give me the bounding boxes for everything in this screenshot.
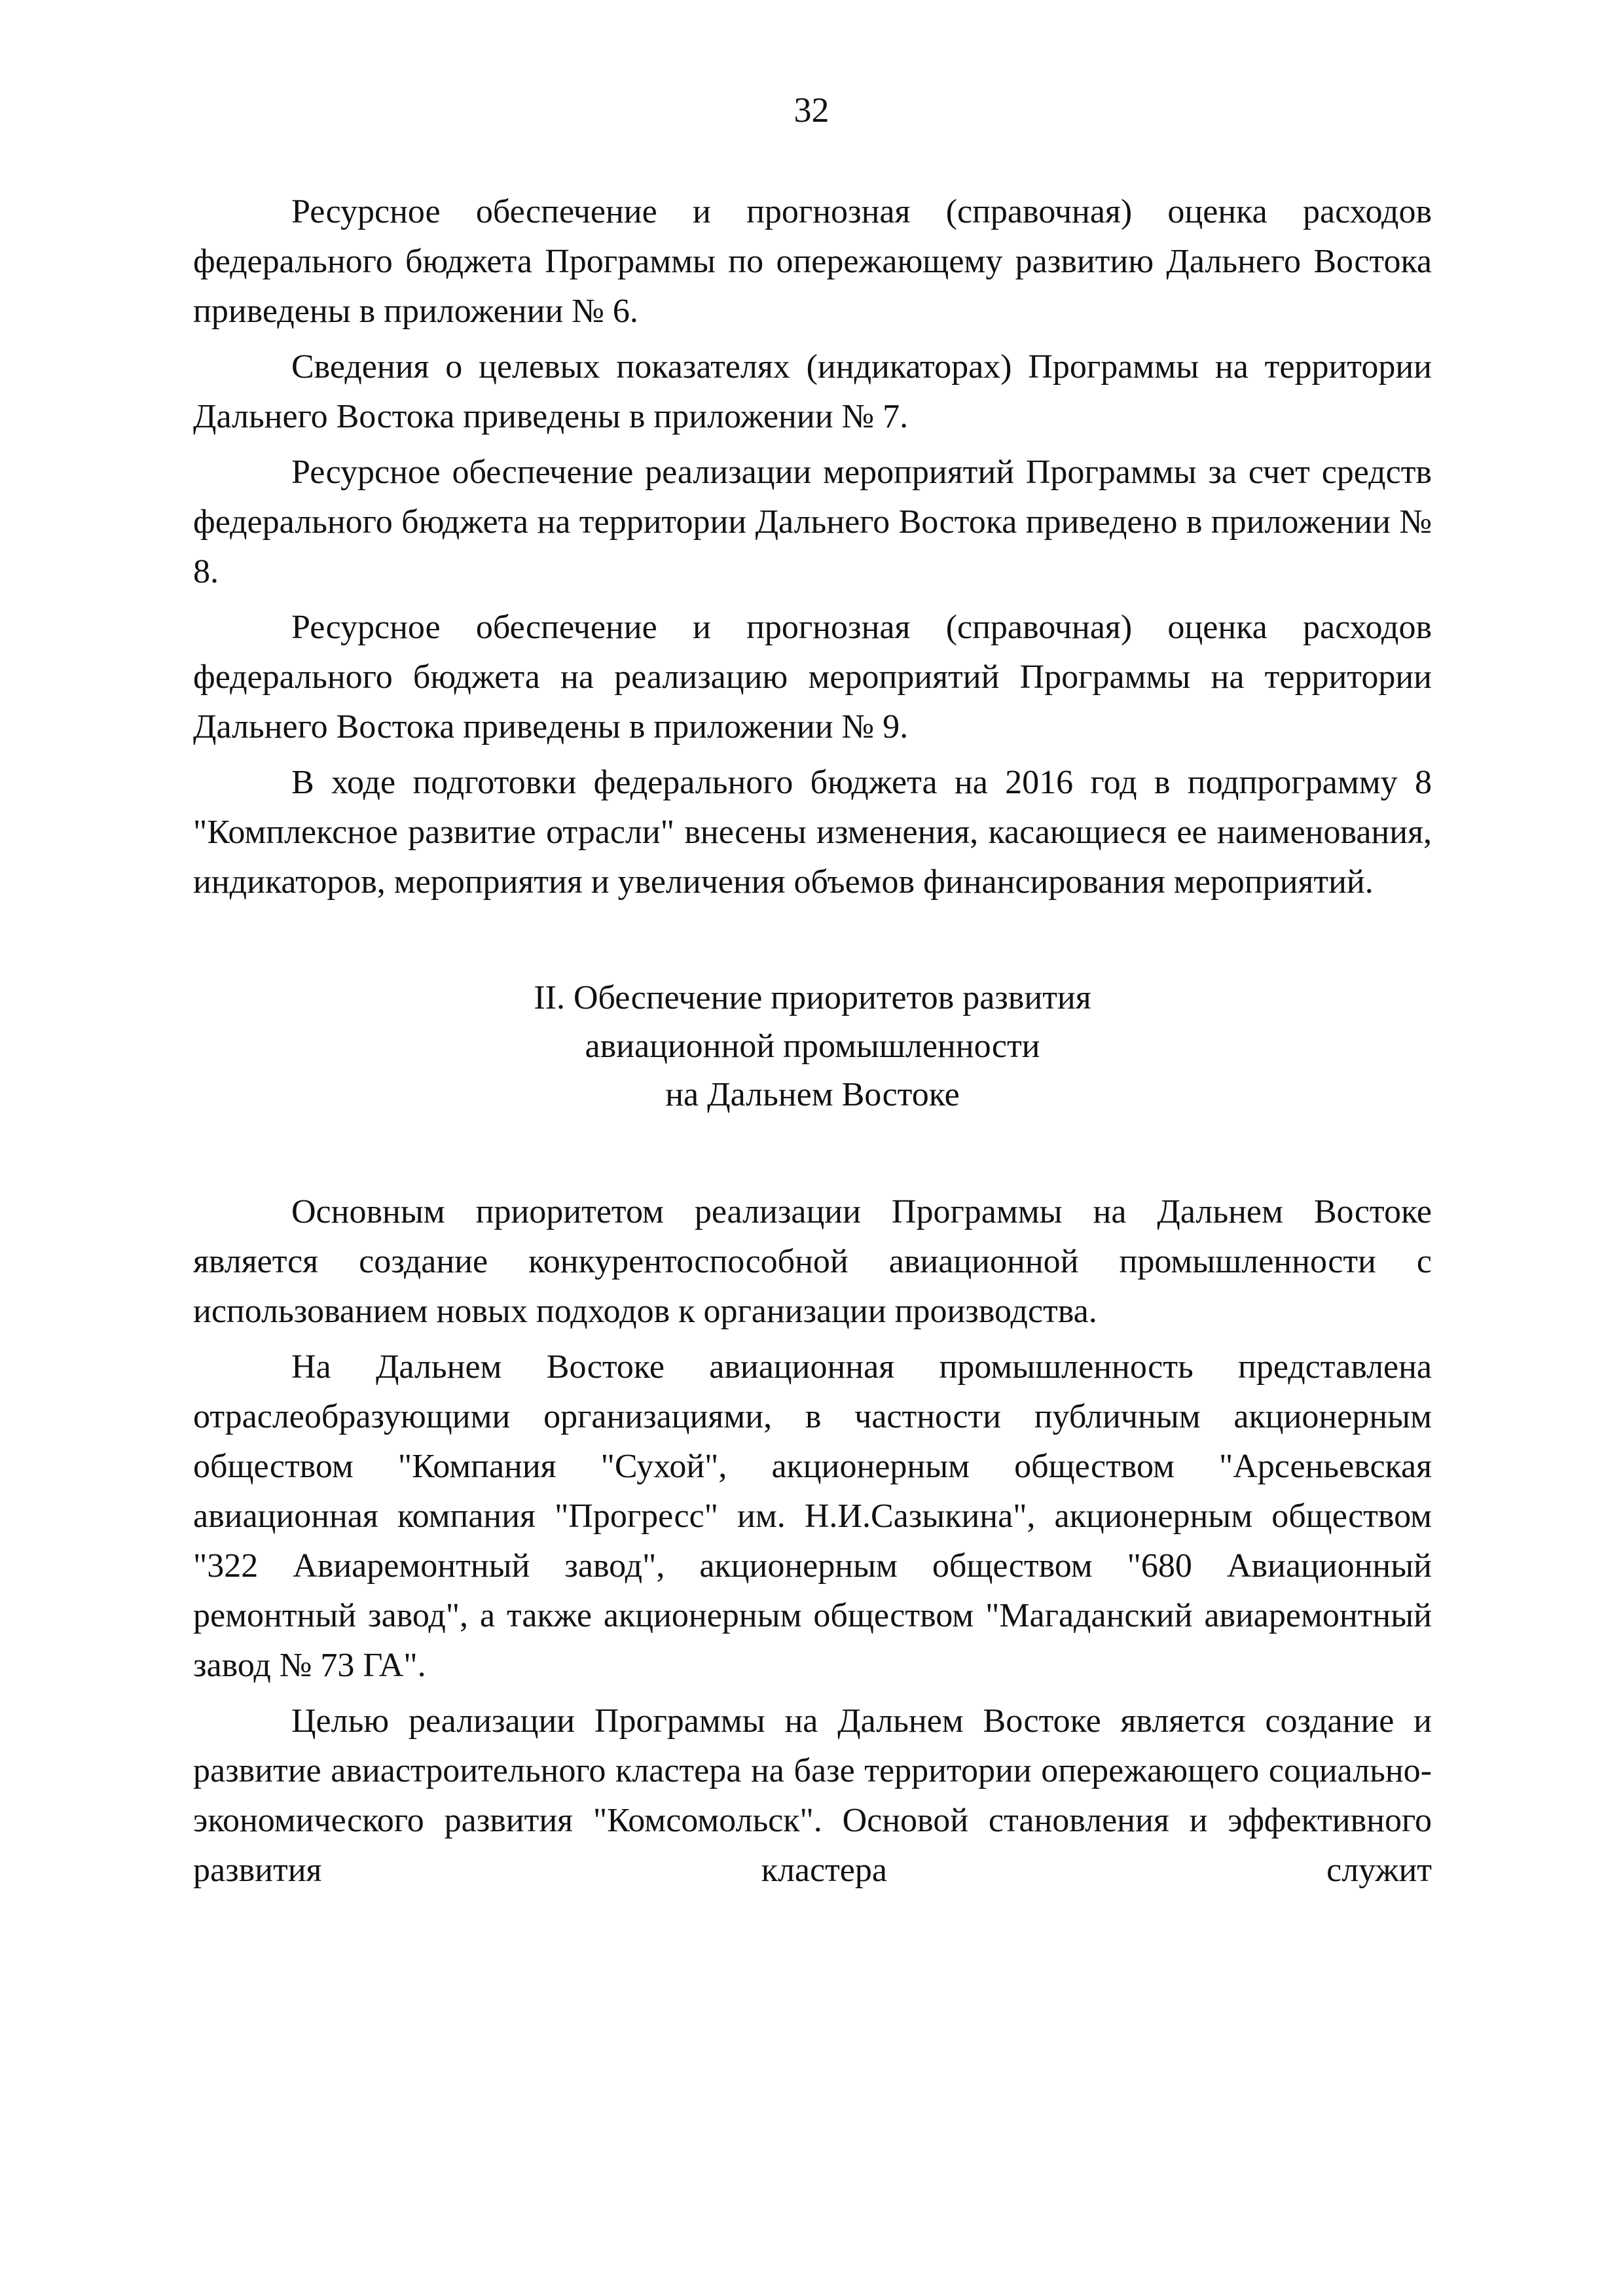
paragraph-main-priority: Основным приоритетом реализации Программы на Дальнем Востоке является создание конкурентоспособной авиационной промышленности с использованием новых подходов к организации производства. [193, 1193, 1432, 1330]
paragraph-cluster-goal: Целью реализации Программы на Дальнем Востоке является создание и развитие авиастроительного кластера на базе территории опережающего социально-экономического развития "Комсомольск". Основой становления и эффективного развития кластера служит [193, 1702, 1432, 1889]
section-heading-line-1: II. Обеспечение приоритетов развития [534, 979, 1091, 1016]
paragraph-budget-2016: В ходе подготовки федерального бюджета на 2016 год в подпрограмму 8 "Комплексное развитие отрасли" внесены изменения, касающиеся ее наименования, индикаторов, мероприятия и увеличения объемов финансирования мероприятий. [193, 764, 1432, 901]
paragraph-aviation-organizations: На Дальнем Востоке авиационная промышленность представлена отраслеобразующими организациями, в частности публичным акционерным обществом "Компания "Сухой", акционерным обществом "Арсеньевская авиационная компания "Прогресс" им. Н.И.Сазыкина", акционерным обществом "322 Авиаремонтный завод", акционерным обществом "680 Авиационный ремонтный завод", а также акционерным обществом "Магаданский авиаремонтный завод № 73 ГА". [193, 1348, 1432, 1684]
section-heading-line-3: на Дальнем Востоке [665, 1076, 960, 1113]
section-body [193, 1187, 1432, 1895]
document-body [193, 187, 1432, 1901]
paragraph-appendix-8: Ресурсное обеспечение реализации мероприятий Программы за счет средств федерального бюджета на территории Дальнего Востока приведено в приложении № 8. [193, 454, 1432, 590]
section-heading-line-2: авиационной промышленности [585, 1028, 1040, 1065]
paragraph-appendix-6: Ресурсное обеспечение и прогнозная (справочная) оценка расходов федерального бюджета Программы по опережающему развитию Дальнего Востока приведены в приложении № 6. [193, 193, 1432, 330]
section-heading [193, 974, 1432, 1119]
page-number: 32 [793, 90, 830, 130]
paragraph-appendix-7: Сведения о целевых показателях (индикаторах) Программы на территории Дальнего Востока приведены в приложении № 7. [193, 348, 1432, 435]
paragraph-appendix-9: Ресурсное обеспечение и прогнозная (справочная) оценка расходов федерального бюджета на реализацию мероприятий Программы на территории Дальнего Востока приведены в приложении № 9. [193, 609, 1432, 745]
